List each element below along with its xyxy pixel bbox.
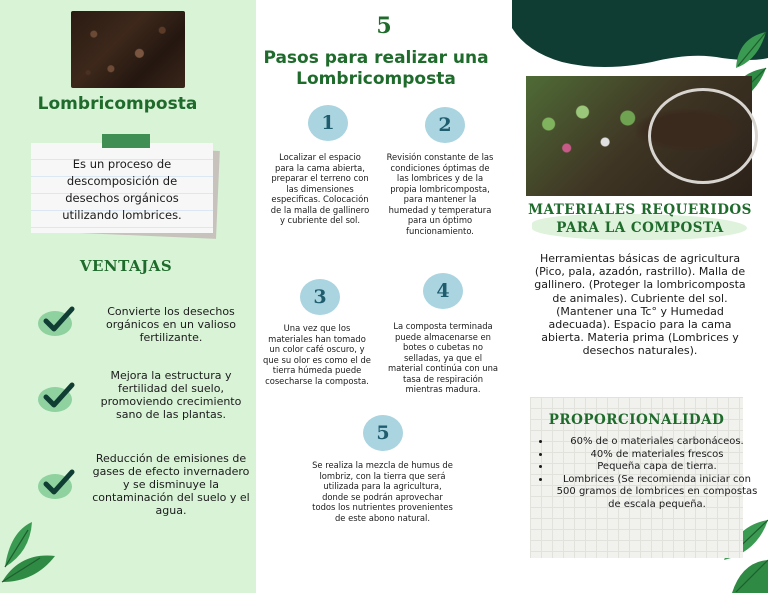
list-item: • 40% de materiales frescos xyxy=(551,449,761,462)
list-item: • Pequeña capa de tierra. xyxy=(551,461,761,474)
step-4-text: La composta terminada puede almacenarse en botes o cubetas no selladas, ya que el material continúa con una tasa de respiración mientras madura. xyxy=(387,321,499,394)
definition-note xyxy=(31,143,213,233)
list-item: • 60% de o materiales carbonáceos. xyxy=(551,436,761,449)
materials-title xyxy=(512,201,768,237)
steps-title: Pasos para realizar una Lombricomposta xyxy=(263,48,489,89)
ventajas-heading: VENTAJAS xyxy=(79,257,173,275)
step-2-text: Revisión constante de las condiciones óptimas de las lombrices y de la propia lombricomposta, para mantener la humedad y temperatura para un óptimo funcionamiento. xyxy=(386,152,494,236)
check-icon xyxy=(38,383,76,413)
check-icon xyxy=(38,307,76,337)
note-tape xyxy=(102,134,150,148)
materials-title-line-2: PARA LA COMPOSTA xyxy=(556,220,724,236)
leaf-icon xyxy=(0,512,60,593)
bowl-rim xyxy=(648,88,758,184)
step-4-number: 4 xyxy=(423,273,463,309)
check-icon xyxy=(38,470,76,500)
step-1-text: Localizar el espacio para la cama abierta, preparar el terreno con las dimensiones especificas. Colocación de la malla de gallinero y cubriente del sol. xyxy=(270,152,370,225)
proportion-title: PROPORCIONALIDAD xyxy=(548,412,725,428)
materials-text: Herramientas básicas de agricultura (Pico, pala, azadón, rastrillo). Malla de gallinero. (Proteger la lombricomposta de animales). Cubriente del sol. (Mantener una Tc° y Humedad adecuada). Espacio para la cama abierta. Materia prima (Lombrices y desechos naturales). xyxy=(534,252,746,358)
ventaja-2: Mejora la estructura y fertilidad del suelo, promoviendo crecimiento sano de las plantas. xyxy=(100,369,242,421)
materials-title-line-1: MATERIALES REQUERIDOS xyxy=(528,202,752,218)
step-3-number: 3 xyxy=(300,279,340,315)
step-5-text: Se realiza la mezcla de humus de lombriz, con la tierra que será utilizada para la agricultura, donde se podrán aprovechar todos los nutrientes provenientes de este abono natural. xyxy=(312,460,453,523)
ventaja-1: Convierte los desechos orgánicos en un valioso fertilizante. xyxy=(105,305,237,344)
step-5-number: 5 xyxy=(363,415,403,451)
step-2-number: 2 xyxy=(425,107,465,143)
list-item: • Lombrices (Se recomienda iniciar con 500 gramos de lombrices en compostas de escala pequeña. xyxy=(551,474,761,512)
step-3-text: Una vez que los materiales han tomado un color café oscuro, y que su olor es como el de tierra húmeda puede cosecharse la composta. xyxy=(263,323,371,386)
compost-image xyxy=(71,11,185,88)
definition-text: Es un proceso de descomposición de desechos orgánicos utilizando lombrices. xyxy=(62,157,182,222)
steps-count: 5 xyxy=(376,13,392,39)
proportion-list xyxy=(533,436,761,511)
ventaja-3: Reducción de emisiones de gases de efecto invernadero y se disminuye la contaminación del suelo y el agua. xyxy=(92,452,250,517)
step-1-number: 1 xyxy=(308,105,348,141)
left-title: Lombricomposta xyxy=(37,94,198,114)
